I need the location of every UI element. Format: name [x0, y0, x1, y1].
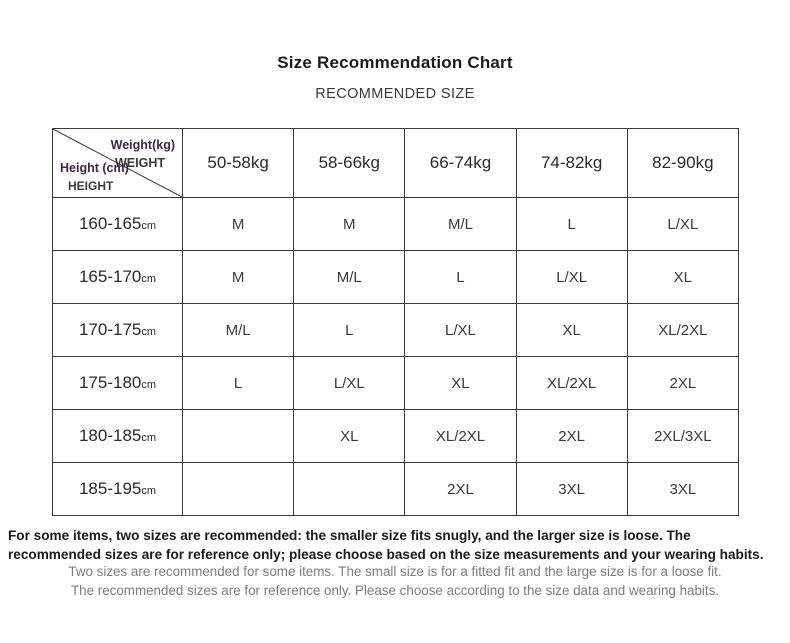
- gray-footnote-line1: Two sizes are recommended for some items. The small size is for a fitted fit and the large size is for a loose fit.: [68, 564, 722, 579]
- size-cell: 3XL: [516, 463, 627, 516]
- height-range: 170-175: [78, 320, 142, 339]
- size-cell: XL: [294, 410, 405, 463]
- height-range: 175-180: [78, 373, 142, 392]
- size-cell: L: [294, 304, 405, 357]
- size-cell: XL: [405, 357, 516, 410]
- table-row: [53, 463, 739, 516]
- corner-weight-label: Weight(kg): [110, 138, 175, 152]
- height-range: 160-165: [78, 214, 142, 233]
- height-range: 165-170: [78, 267, 142, 286]
- size-cell: [183, 463, 294, 516]
- size-recommendation-table: [52, 128, 739, 516]
- height-range: 185-195: [78, 479, 142, 498]
- corner-height-sublabel: HEIGHT: [68, 179, 114, 193]
- table-row: [53, 357, 739, 410]
- table-header-row: [53, 129, 739, 198]
- page-title: Size Recommendation Chart: [277, 53, 513, 72]
- size-cell: XL: [516, 304, 627, 357]
- size-cell: M/L: [183, 304, 294, 357]
- height-unit: cm: [141, 485, 157, 497]
- size-cell: M: [183, 251, 294, 304]
- table-row: [53, 251, 739, 304]
- gray-footnote: [0, 562, 790, 601]
- column-header-weight-2: 58-66kg: [294, 129, 405, 198]
- size-cell: 2XL: [405, 463, 516, 516]
- size-cell: 2XL: [627, 357, 738, 410]
- corner-cell: [53, 129, 183, 198]
- size-cell: L: [405, 251, 516, 304]
- size-cell: 2XL/3XL: [627, 410, 738, 463]
- gray-footnote-line2: The recommended sizes are for reference only. Please choose according to the size data and wearing habits.: [70, 583, 720, 599]
- row-header-height: [53, 410, 183, 463]
- size-cell: M/L: [294, 251, 405, 304]
- size-cell: L/XL: [516, 251, 627, 304]
- column-header-weight-4: 74-82kg: [516, 129, 627, 198]
- size-cell: M/L: [405, 198, 516, 251]
- size-cell: XL: [627, 251, 738, 304]
- size-cell: 3XL: [627, 463, 738, 516]
- size-cell: L/XL: [627, 198, 738, 251]
- row-header-height: [53, 251, 183, 304]
- size-cell: XL/2XL: [627, 304, 738, 357]
- height-unit: cm: [141, 432, 157, 444]
- size-cell: L/XL: [294, 357, 405, 410]
- height-unit: cm: [141, 273, 157, 285]
- height-unit: cm: [141, 379, 157, 391]
- column-header-weight-1: 50-58kg: [183, 129, 294, 198]
- table-row: [53, 410, 739, 463]
- corner-weight-sublabel: WEIGHT: [115, 156, 165, 170]
- size-cell: L: [183, 357, 294, 410]
- height-unit: cm: [141, 326, 157, 338]
- column-header-weight-5: 82-90kg: [627, 129, 738, 198]
- size-cell: [183, 410, 294, 463]
- size-cell: 2XL: [516, 410, 627, 463]
- bold-footnote: For some items, two sizes are recommended: the smaller size fits snugly, and the larger size is loose. The recommended sizes are for reference only; please choose based on the size measurements and your wearing habits.: [8, 528, 764, 563]
- height-unit: cm: [141, 220, 157, 232]
- row-header-height: [53, 357, 183, 410]
- table-row: [53, 198, 739, 251]
- size-cell: M: [294, 198, 405, 251]
- size-cell: L: [516, 198, 627, 251]
- corner-height-label: Height (cm): [60, 161, 129, 175]
- size-cell: L/XL: [405, 304, 516, 357]
- size-cell: XL/2XL: [516, 357, 627, 410]
- column-header-weight-3: 66-74kg: [405, 129, 516, 198]
- size-cell: XL/2XL: [405, 410, 516, 463]
- row-header-height: [53, 463, 183, 516]
- row-header-height: [53, 198, 183, 251]
- size-cell: [294, 463, 405, 516]
- row-header-height: [53, 304, 183, 357]
- table-row: [53, 304, 739, 357]
- page-subtitle: RECOMMENDED SIZE: [315, 86, 475, 102]
- size-cell: M: [183, 198, 294, 251]
- height-range: 180-185: [78, 426, 142, 445]
